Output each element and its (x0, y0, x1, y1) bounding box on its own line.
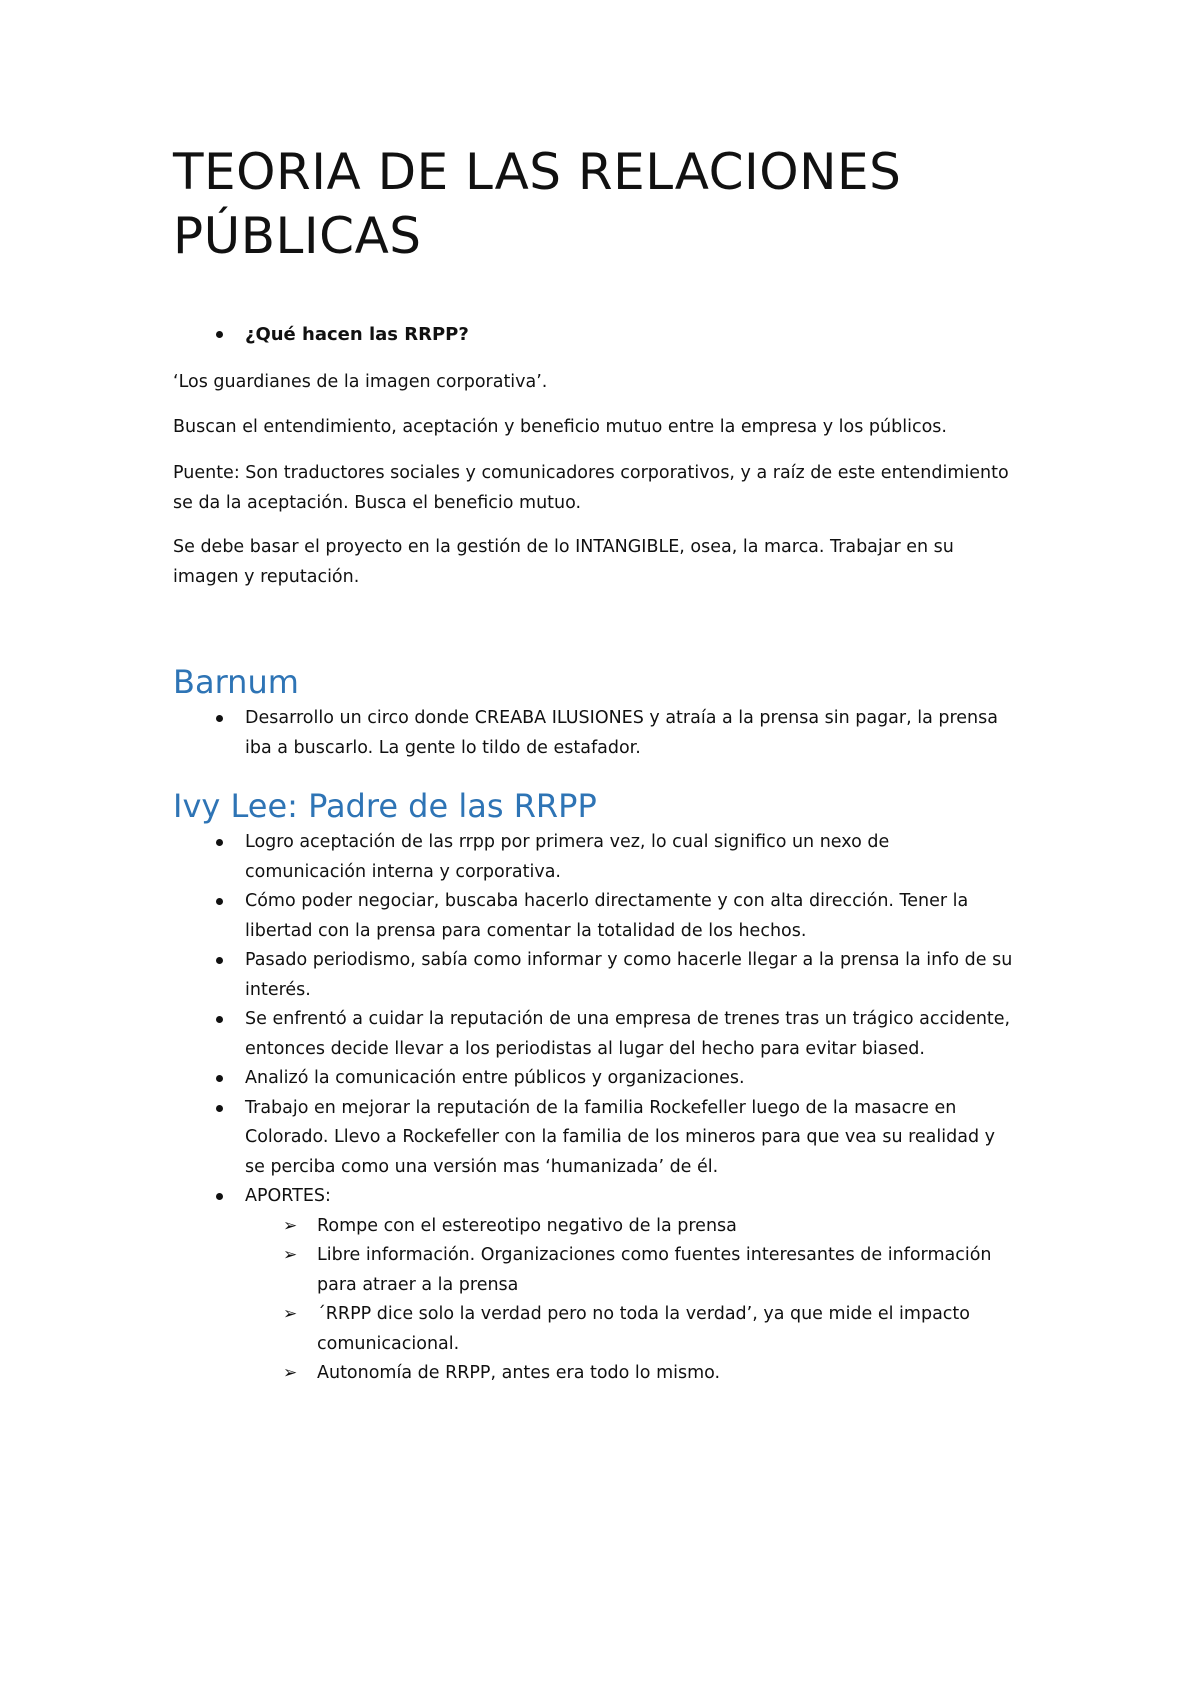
sublist-item: ➢ Libre información. Organizaciones como fuentes interesantes de información para atraer a la prensa (173, 1241, 1053, 1300)
title-line-2: PÚBLICAS (173, 207, 422, 265)
paragraph-guardians: ‘Los guardianes de la imagen corporativa’. (173, 372, 548, 392)
list-item: Pasado periodismo, sabía como informar y como hacerle llegar a la prensa la info de su interés. (173, 946, 1053, 1005)
bullet-icon (216, 898, 223, 905)
title-line-1: TEORIA DE LAS RELACIONES (173, 143, 902, 201)
bullet-icon (216, 1193, 223, 1200)
list-item-aportes: APORTES: (173, 1182, 1053, 1212)
heading-barnum: Barnum (173, 663, 299, 701)
bullet-icon (216, 1075, 223, 1082)
ivy-lee-list (173, 828, 1053, 1389)
arrow-bullet-icon: ➢ (283, 1304, 298, 1324)
arrow-bullet-icon: ➢ (283, 1215, 298, 1236)
document-title (173, 140, 1073, 268)
barnum-list (173, 704, 1053, 763)
paragraph-intangible-line-2: imagen y reputación. (173, 566, 360, 587)
bullet-icon (216, 839, 223, 846)
sublist-item: ➢ Rompe con el estereotipo negativo de la prensa (173, 1212, 1053, 1242)
arrow-bullet-icon: ➢ (283, 1245, 298, 1265)
heading-ivy-lee: Ivy Lee: Padre de las RRPP (173, 787, 597, 825)
list-item: Trabajo en mejorar la reputación de la familia Rockefeller luego de la masacre en Colorado. Llevo a Rockefeller con la familia de los mineros para que vea su realidad y se perciba como una versión mas ‘humanizada’ de él. (173, 1094, 1053, 1183)
bullet-icon (216, 331, 223, 338)
aportes-sublist (173, 1212, 1053, 1389)
bullet-icon (216, 715, 223, 722)
question-text: ¿Qué hacen las RRPP? (245, 324, 469, 345)
sublist-item: ➢ ´RRPP dice solo la verdad pero no toda la verdad’, ya que mide el impacto comunicacional. (173, 1300, 1053, 1359)
bullet-icon (216, 957, 223, 964)
paragraph-puente-line-1: Puente: Son traductores sociales y comunicadores corporativos, y a raíz de este entendimiento (173, 463, 1009, 483)
paragraph-intangible (173, 533, 1053, 592)
list-item: Analizó la comunicación entre públicos y organizaciones. (173, 1064, 1053, 1094)
list-item: Logro aceptación de las rrpp por primera vez, lo cual significo un nexo de comunicación interna y corporativa. (173, 828, 1053, 887)
list-item: Cómo poder negociar, buscaba hacerlo directamente y con alta dirección. Tener la libertad con la prensa para comentar la totalidad de los hechos. (173, 887, 1053, 946)
bullet-icon (216, 1016, 223, 1023)
list-item: Se enfrentó a cuidar la reputación de una empresa de trenes tras un trágico accidente, entonces decide llevar a los periodistas al lugar del hecho para evitar biased. (173, 1005, 1053, 1064)
paragraph-entendimiento: Buscan el entendimiento, aceptación y beneficio mutuo entre la empresa y los públicos. (173, 417, 947, 437)
paragraph-puente-line-2: se da la aceptación. Busca el beneficio mutuo. (173, 492, 582, 513)
bullet-icon (216, 1105, 223, 1112)
list-item: Desarrollo un circo donde CREABA ILUSIONES y atraía a la prensa sin pagar, la prensa iba a buscarlo. La gente lo tildo de estafador. (173, 704, 1053, 763)
sublist-item: ➢ Autonomía de RRPP, antes era todo lo mismo. (173, 1359, 1053, 1389)
aportes-sublist-container (173, 1212, 1053, 1389)
paragraph-puente (173, 459, 1053, 518)
paragraph-intangible-line-1: Se debe basar el proyecto en la gestión de lo INTANGIBLE, osea, la marca. Trabajar en su (173, 537, 954, 557)
arrow-bullet-icon: ➢ (283, 1363, 298, 1383)
